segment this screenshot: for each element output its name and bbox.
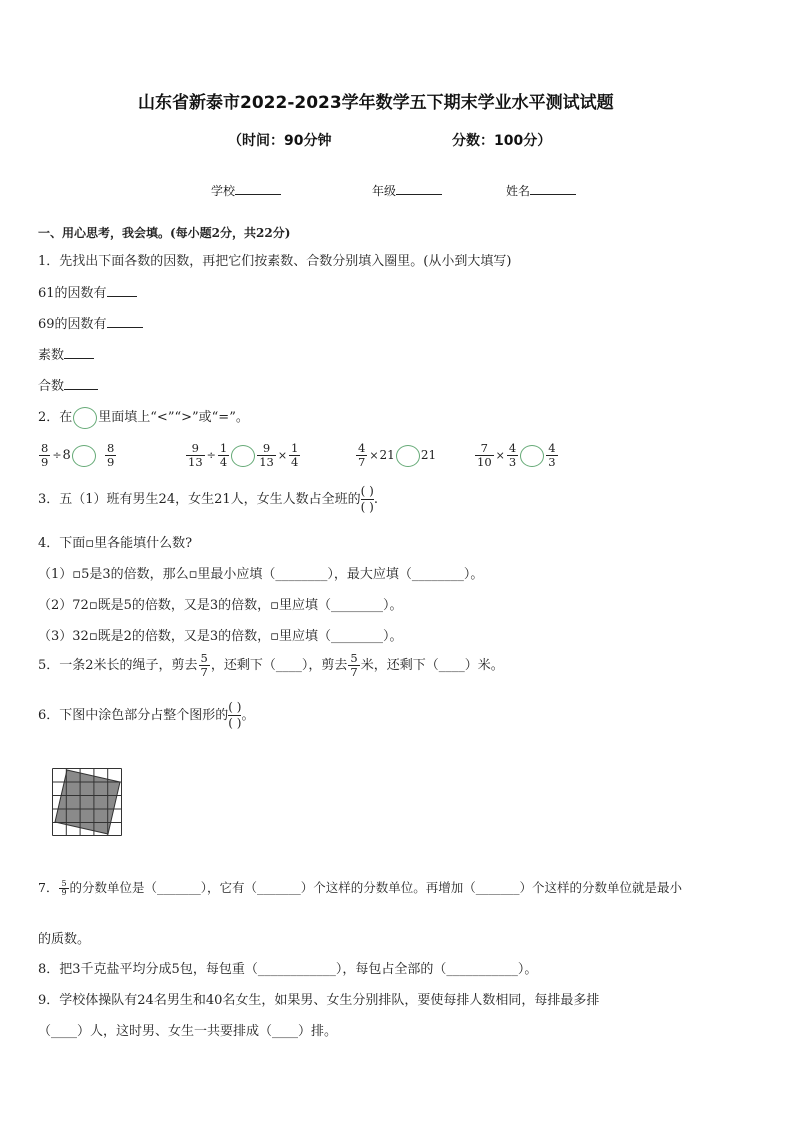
compare-circle xyxy=(73,407,97,429)
number: 21 xyxy=(379,448,395,462)
q3-end: . xyxy=(373,492,378,507)
shaded-square xyxy=(55,770,120,834)
q2-expr-3 xyxy=(355,442,436,469)
fraction-blank[interactable]: ( ) ( ) xyxy=(360,484,374,514)
fraction: $\frac{1}{4}$ xyxy=(219,441,228,469)
q6 xyxy=(38,700,254,731)
q6-text: 6．下图中涂色部分占整个图形的 xyxy=(38,708,229,723)
q9-line1: 9．学校体操队有24名男生和40名女生，如果男、女生分别排队，要使每排人数相同，每排最多排 xyxy=(38,993,600,1008)
school-blank[interactable] xyxy=(235,182,281,195)
number: 8 xyxy=(62,448,71,463)
times-sign: × xyxy=(495,449,505,462)
grade-label: 年级 xyxy=(372,184,397,198)
fraction: $\frac{4}{3}$ xyxy=(548,441,556,469)
q1-stem: 1．先找出下面各数的因数，再把它们按素数、合数分别填入圈里。(从小到大填写) xyxy=(38,254,512,269)
q7-part1: 的分数单位是（_______），它有（_______）个这样的分数单位。再增加（_______）个这样的分数单位就是最小 xyxy=(69,880,683,895)
q4-b: （2）72▫既是5的倍数，又是3的倍数，▫里应填（________）。 xyxy=(38,598,403,613)
q2-expr-2 xyxy=(185,442,301,469)
answer-circle[interactable] xyxy=(396,445,420,467)
q5-part2: ，还剩下（____），剪去 xyxy=(210,658,348,673)
q1-a-blank[interactable] xyxy=(107,285,137,297)
q7-pre: 7． xyxy=(38,880,59,895)
q9-line2: （____）人，这时男、女生一共要排成（____）排。 xyxy=(38,1024,338,1039)
fraction: $\frac{1}{4}$ xyxy=(291,441,299,469)
q1-d xyxy=(38,375,98,394)
name-label: 姓名 xyxy=(506,184,531,198)
school-label: 学校 xyxy=(211,184,236,198)
q1-a-label: 61的因数有 xyxy=(38,286,107,301)
exam-score: 分数：100分） xyxy=(452,133,552,149)
divide-sign: ÷ xyxy=(52,449,62,462)
q1-a xyxy=(38,282,137,301)
answer-circle[interactable] xyxy=(231,445,255,467)
grade-field[interactable] xyxy=(372,182,442,199)
q6-end: 。 xyxy=(241,708,255,723)
grid-figure xyxy=(52,768,122,836)
q1-c-blank[interactable] xyxy=(64,347,94,359)
name-field[interactable] xyxy=(506,182,576,199)
fraction-blank[interactable]: ( ) ( ) xyxy=(228,700,242,730)
fraction: $\frac{9}{13}$ xyxy=(188,441,203,469)
fraction: $\frac{5}{9}$ xyxy=(61,879,67,897)
q1-c xyxy=(38,344,94,363)
q3 xyxy=(38,484,378,515)
fraction: $\frac{4}{7}$ xyxy=(358,441,366,469)
fraction: $\frac{8}{9}$ xyxy=(41,441,49,469)
q2-stem-pre: 2．在 xyxy=(38,410,73,425)
answer-circle[interactable] xyxy=(72,445,96,467)
grade-blank[interactable] xyxy=(396,182,442,195)
q5-part3: 米，还剩下（____）米。 xyxy=(360,658,504,673)
section-heading: 一、用心思考，我会填。(每小题2分，共22分) xyxy=(38,226,291,240)
page-title: 山东省新泰市2022-2023学年数学五下期末学业水平测试试题 xyxy=(138,93,614,113)
q2-expr-1 xyxy=(38,442,117,469)
q4-stem: 4．下面▫里各能填什么数? xyxy=(38,536,193,551)
name-blank[interactable] xyxy=(530,182,576,195)
q7-line2: 的质数。 xyxy=(38,932,91,947)
q1-b-label: 69的因数有 xyxy=(38,317,107,332)
q3-text: 3．五（1）班有男生24，女生21人，女生人数占全班的 xyxy=(38,492,361,507)
q2-expr-4 xyxy=(474,442,559,469)
q7-line1 xyxy=(38,878,682,897)
q1-b-blank[interactable] xyxy=(107,316,143,328)
fraction: $\frac{5}{7}$ xyxy=(350,651,358,679)
answer-circle[interactable] xyxy=(520,445,544,467)
fraction: $\frac{4}{3}$ xyxy=(508,441,517,469)
q1-c-label: 素数 xyxy=(38,348,65,363)
q5-part1: 5．一条2米长的绳子，剪去 xyxy=(38,658,198,673)
q1-d-blank[interactable] xyxy=(64,378,98,390)
q4-c: （3）32▫既是2的倍数，又是3的倍数，▫里应填（________）。 xyxy=(38,629,403,644)
times-sign: × xyxy=(369,449,379,462)
q8: 8．把3千克盐平均分成5包，每包重（____________），每包占全部的（___________）。 xyxy=(38,962,538,977)
exam-time: （时间：90分钟 xyxy=(228,133,332,149)
fraction: $\frac{9}{13}$ xyxy=(259,441,274,469)
number: 21 xyxy=(420,448,437,462)
fraction: $\frac{5}{7}$ xyxy=(200,651,208,679)
q1-d-label: 合数 xyxy=(38,379,65,394)
q1-b xyxy=(38,313,143,332)
school-field[interactable] xyxy=(211,182,281,199)
q2-stem xyxy=(38,406,249,429)
fraction: $\frac{7}{10}$ xyxy=(477,441,492,469)
q2-stem-post: 里面填上“<”“>”或“=”。 xyxy=(98,410,249,425)
q4-a: （1）▫5是3的倍数，那么▫里最小应填（________），最大应填（________）。 xyxy=(38,567,484,582)
fraction: $\frac{8}{9}$ xyxy=(106,441,115,469)
divide-sign: ÷ xyxy=(206,449,216,462)
times-sign: × xyxy=(277,449,288,462)
q5 xyxy=(38,652,504,679)
